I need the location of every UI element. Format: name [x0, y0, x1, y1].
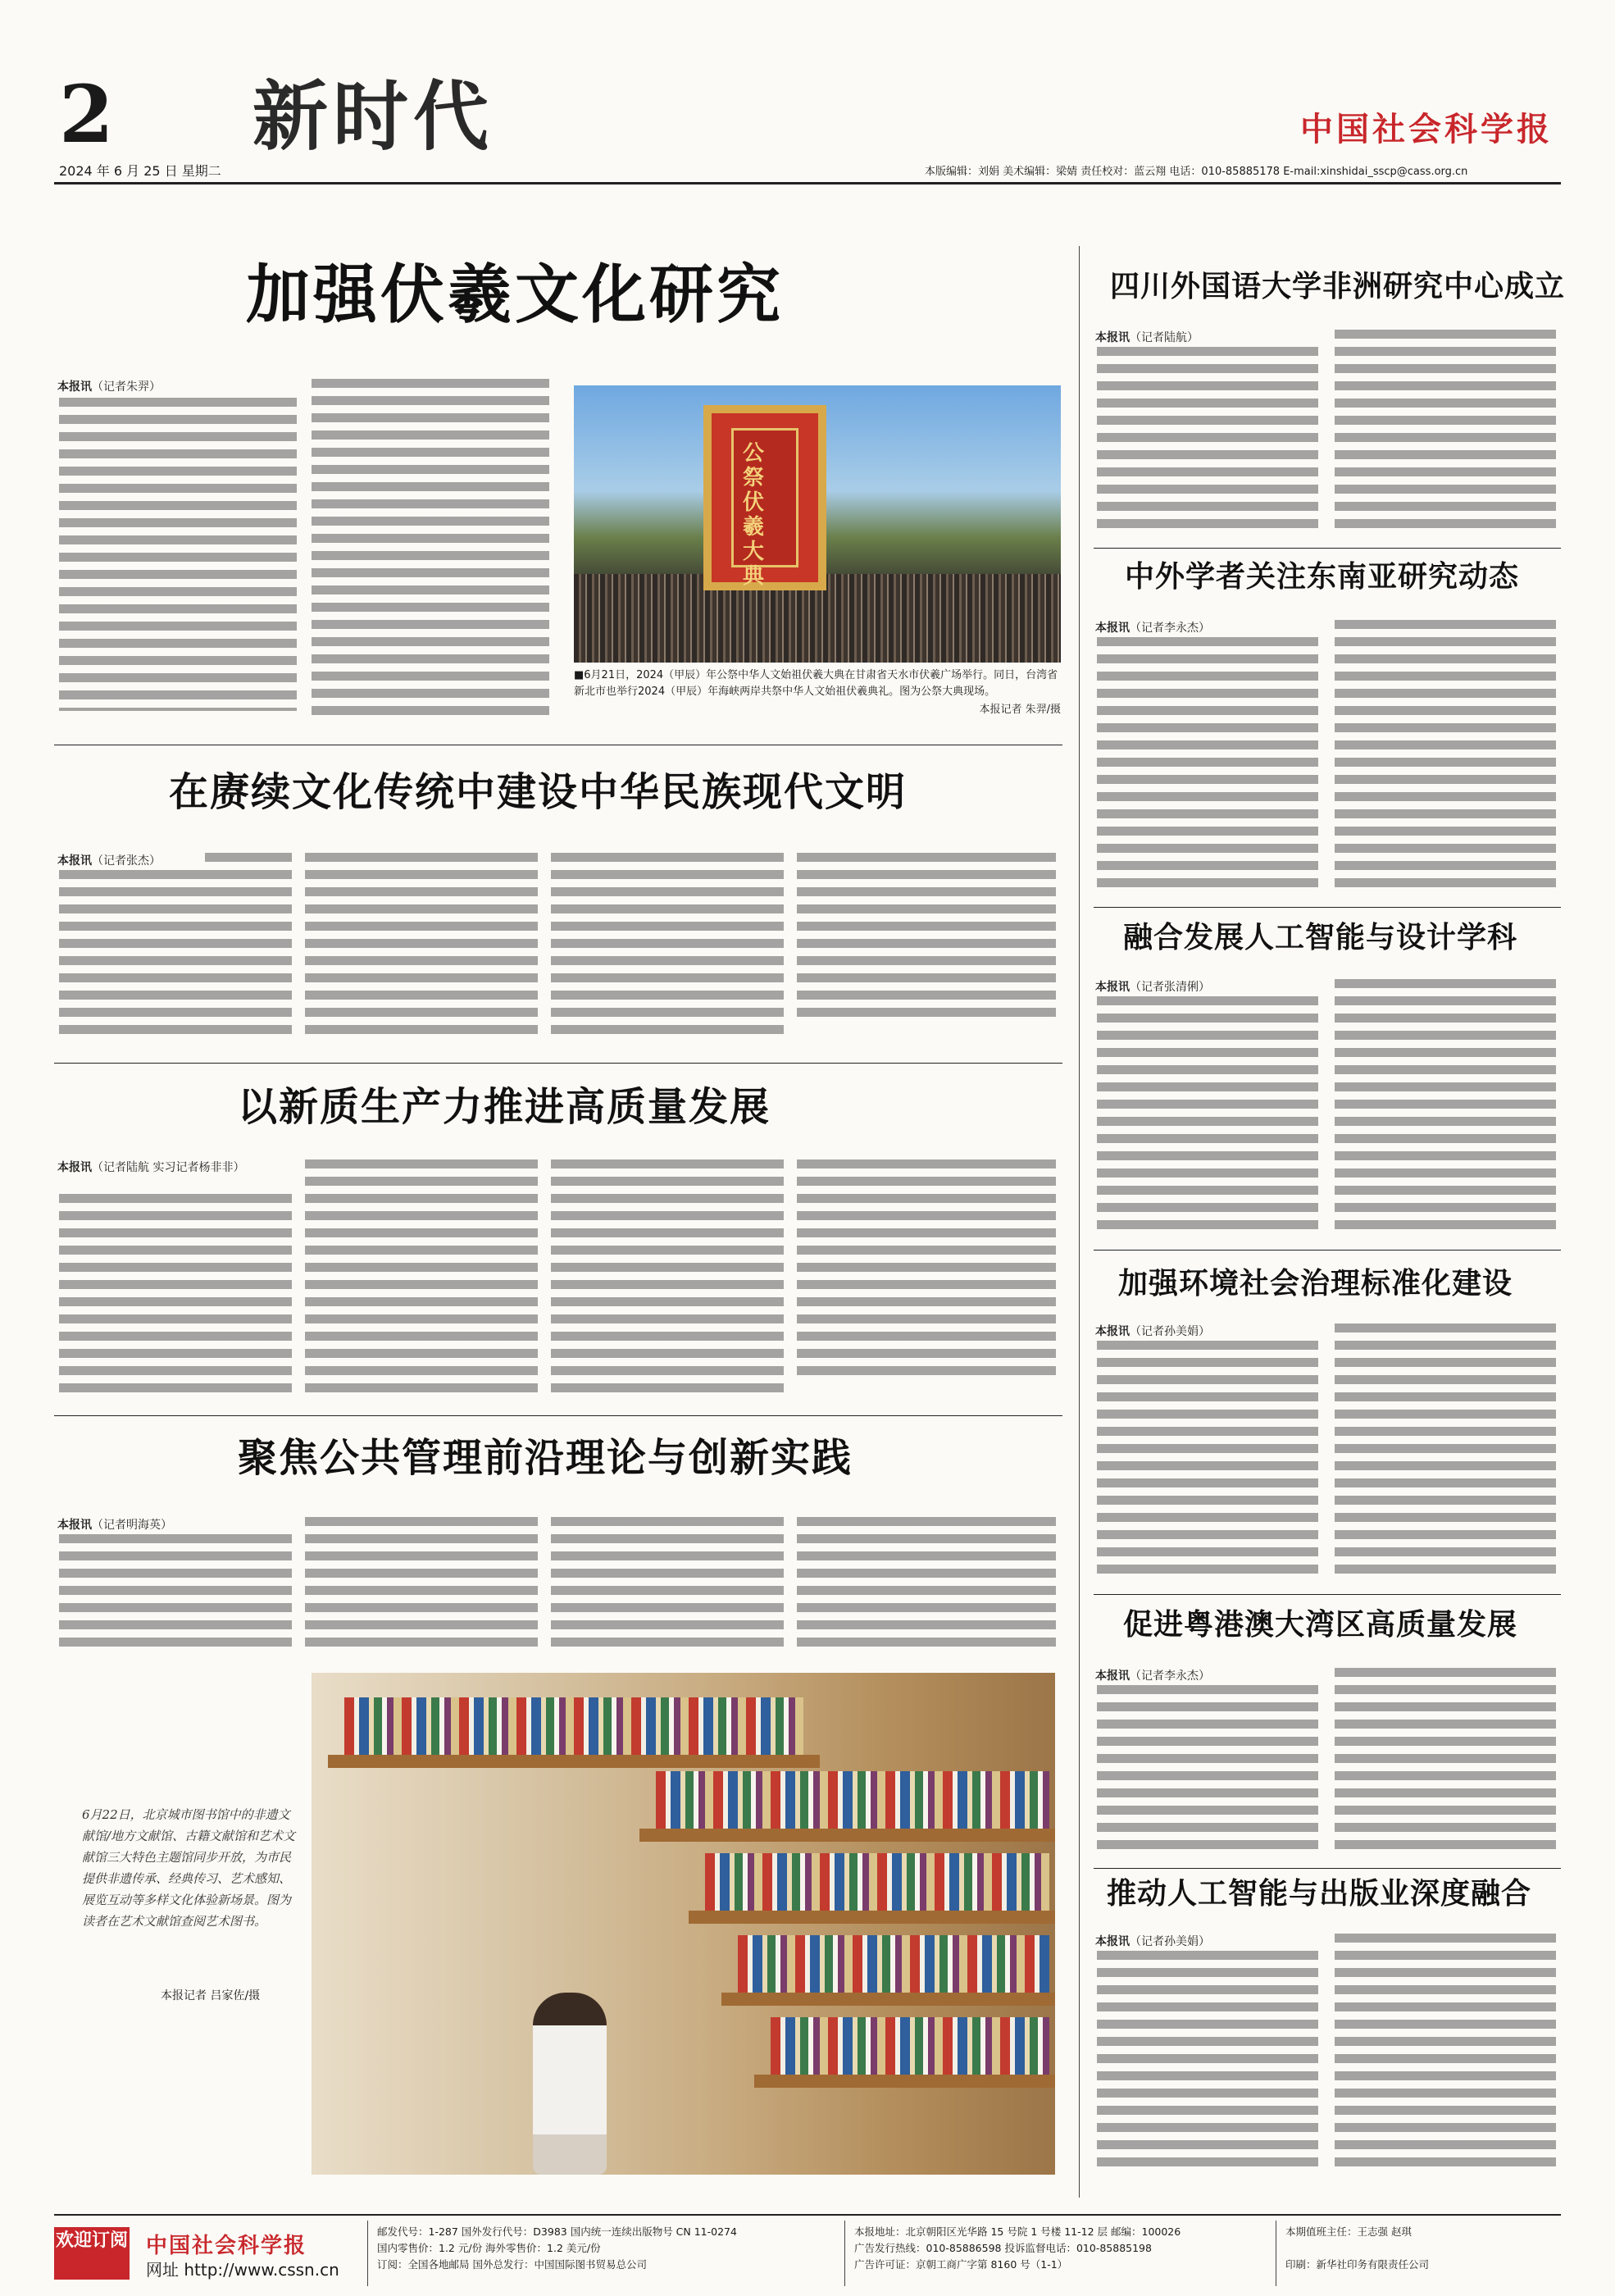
- masthead-rule: [54, 182, 1561, 184]
- bookshelf-books: [656, 1771, 1049, 1829]
- section-rule: [54, 1415, 1062, 1416]
- article-lead: 本报讯: [57, 1161, 92, 1174]
- headline-ai-publishing: 推动人工智能与出版业深度融合: [1107, 1877, 1532, 1911]
- section-rule: [54, 1063, 1062, 1064]
- article-lead: 本报讯: [1095, 1670, 1130, 1683]
- subscribe-badge: 欢迎订阅: [54, 2227, 130, 2280]
- address-line-3: 广告许可证：京朝工商广字第 8160 号（1-1）: [854, 2258, 1068, 2271]
- address-line-1: 本报地址：北京朝阳区光华路 15 号院 1 号楼 11-12 层 邮编：100026: [854, 2225, 1181, 2238]
- article-productivity-lead: [57, 1159, 303, 1178]
- article-esg-lead: [1095, 1323, 1317, 1342]
- footer-divider: [367, 2221, 368, 2286]
- article-reporter: （记者孙美娟）: [1130, 1935, 1210, 1948]
- text-lines: [797, 1159, 1056, 1383]
- headline-civilization: 在赓续文化传统中建设中华民族现代文明: [169, 769, 908, 815]
- monument-image: [703, 405, 826, 590]
- footer-paper-logo: 中国社会科学报: [146, 2234, 307, 2258]
- footer-divider: [844, 2221, 845, 2286]
- editor-credits: 本版编辑：刘娟 美术编辑：梁婧 责任校对：蓝云翔 电话：010-85885178 E-mail:xinshidai_sscp@cass.org.cn: [925, 166, 1468, 178]
- text-lines: [1097, 996, 1318, 1237]
- headline-ai-design: 融合发展人工智能与设计学科: [1123, 921, 1518, 954]
- website-label: 网址: [146, 2260, 179, 2280]
- article-reporter: （记者李永杰）: [1130, 622, 1210, 635]
- text-lines: [205, 853, 292, 870]
- postal-line-3: 订阅：全国各地邮局 国外总发行：中国国际图书贸易总公司: [377, 2258, 647, 2271]
- text-lines: [551, 853, 784, 1042]
- postal-line-1: 邮发代号：1-287 国外发行代号：D3983 国内统一连续出版物号 CN 11-0274: [377, 2225, 737, 2238]
- article-lead: 本报讯: [1095, 331, 1130, 344]
- bookshelf-books: [344, 1697, 803, 1755]
- headline-public-management: 聚焦公共管理前沿理论与创新实践: [238, 1435, 853, 1481]
- section-rule: [1094, 548, 1561, 549]
- article-public-management-lead: [57, 1517, 303, 1535]
- article-reporter: （记者孙美娟）: [1130, 1325, 1210, 1338]
- text-lines: [1097, 1951, 1318, 2175]
- photo-caption: ■6月21日，2024（甲辰）年公祭中华人文始祖伏羲大典在甘肃省天水市伏羲广场举行。同日，台湾省新北市也举行2024（甲辰）年海峡两岸共祭中华人文始祖伏羲典礼。图为公祭大典现场。: [574, 669, 1058, 698]
- text-lines: [1335, 330, 1556, 536]
- article-reporter: （记者明海英）: [92, 1519, 172, 1532]
- text-lines: [1335, 1934, 1556, 2175]
- article-ai-design-lead: [1095, 979, 1317, 997]
- reader-figure: [533, 1993, 607, 2175]
- text-lines: [305, 1159, 538, 1401]
- issue-date: 2024 年 6 月 25 日 星期二: [59, 163, 221, 179]
- column-divider: [1079, 246, 1080, 2198]
- section-rule: [1094, 1594, 1561, 1595]
- article-reporter: （记者张清俐）: [1130, 981, 1210, 994]
- bookshelf-books: [705, 1853, 1049, 1911]
- duty-editor: 本期值班主任：王志强 赵琪: [1285, 2225, 1412, 2238]
- text-lines: [59, 398, 297, 711]
- article-lead: 本报讯: [1095, 622, 1130, 635]
- article-southeast-asia-lead: [1095, 620, 1317, 638]
- bookshelf: [721, 1993, 1055, 2006]
- text-lines: [797, 853, 1056, 1025]
- website-url[interactable]: http://www.cssn.cn: [184, 2260, 339, 2280]
- text-lines: [551, 1159, 784, 1401]
- printer: 印刷：新华社印务有限责任公司: [1285, 2258, 1430, 2271]
- monument-text: 公祭伏羲大典: [743, 441, 765, 589]
- paper-logo: 中国社会科学报: [1300, 110, 1553, 148]
- bookshelf-books: [771, 2017, 1049, 2075]
- headline-esg: 加强环境社会治理标准化建设: [1118, 1267, 1513, 1301]
- headline-fuxi: 加强伏羲文化研究: [246, 258, 785, 332]
- bookshelf: [689, 1911, 1055, 1924]
- text-lines: [1335, 620, 1556, 895]
- text-lines: [1335, 979, 1556, 1237]
- library-photo-caption: 6月22日，北京城市图书馆中的非遗文献馆/地方文献馆、古籍文献馆和艺术文献馆三大特色主题馆同步开放，为市民提供非遗传承、经典传习、艺术感知、展览互动等多样文化体验新场景。图为读者在艺术文献馆查阅艺术图书。: [82, 1807, 296, 1929]
- headline-southeast-asia: 中外学者关注东南亚研究动态: [1125, 560, 1520, 594]
- article-reporter: （记者李永杰）: [1130, 1670, 1210, 1683]
- headline-productivity: 以新质生产力推进高质量发展: [238, 1084, 771, 1130]
- article-lead: 本报讯: [57, 854, 92, 868]
- photo-credit: 本报记者 朱羿/摄: [979, 704, 1061, 716]
- article-africa-lead: [1095, 330, 1317, 348]
- address-line-2: 广告发行热线：010-85886598 投诉监督电话：010-85885198: [854, 2242, 1152, 2254]
- text-lines: [59, 1194, 292, 1401]
- text-lines: [797, 1517, 1056, 1655]
- text-lines: [1097, 637, 1318, 895]
- article-reporter: （记者陆航 实习记者杨非非）: [92, 1161, 245, 1174]
- article-lead: 本报讯: [57, 380, 92, 394]
- text-lines: [1335, 1668, 1556, 1857]
- headline-gba: 促进粤港澳大湾区高质量发展: [1123, 1608, 1518, 1642]
- article-reporter: （记者张杰）: [92, 854, 161, 868]
- article-gba-lead: [1095, 1668, 1317, 1686]
- text-lines: [312, 379, 549, 715]
- article-lead: 本报讯: [57, 1519, 92, 1532]
- bookshelf: [754, 2075, 1055, 2088]
- postal-line-2: 国内零售价：1.2 元/份 海外零售价：1.2 美元/份: [377, 2242, 601, 2254]
- headline-africa: 四川外国语大学非洲研究中心成立: [1110, 270, 1566, 303]
- text-lines: [1097, 347, 1318, 536]
- article-lead: 本报讯: [1095, 1325, 1130, 1338]
- article-reporter: （记者朱羿）: [92, 380, 161, 394]
- bookshelf: [639, 1829, 1055, 1842]
- article-lead: 本报讯: [1095, 1935, 1130, 1948]
- article-lead: 本报讯: [1095, 981, 1130, 994]
- article-reporter: （记者陆航）: [1130, 331, 1199, 344]
- article-ai-publishing-lead: [1095, 1934, 1317, 1952]
- section-rule: [1094, 907, 1561, 908]
- page-number: 2: [59, 68, 114, 161]
- text-lines: [59, 870, 292, 1042]
- text-lines: [59, 1534, 292, 1655]
- text-lines: [1097, 1685, 1318, 1857]
- footer-website: [146, 2257, 339, 2280]
- bookshelf: [328, 1755, 820, 1768]
- section-rule: [1094, 1868, 1561, 1869]
- text-lines: [1335, 1323, 1556, 1582]
- footer-rule: [54, 2214, 1561, 2216]
- bookshelf-books: [738, 1935, 1049, 1993]
- section-title: 新时代: [252, 72, 494, 161]
- library-photo-credit: 本报记者 吕家佐/摄: [161, 1989, 261, 2002]
- text-lines: [1097, 1341, 1318, 1582]
- text-lines: [305, 853, 538, 1042]
- text-lines: [551, 1517, 784, 1655]
- text-lines: [305, 1517, 538, 1655]
